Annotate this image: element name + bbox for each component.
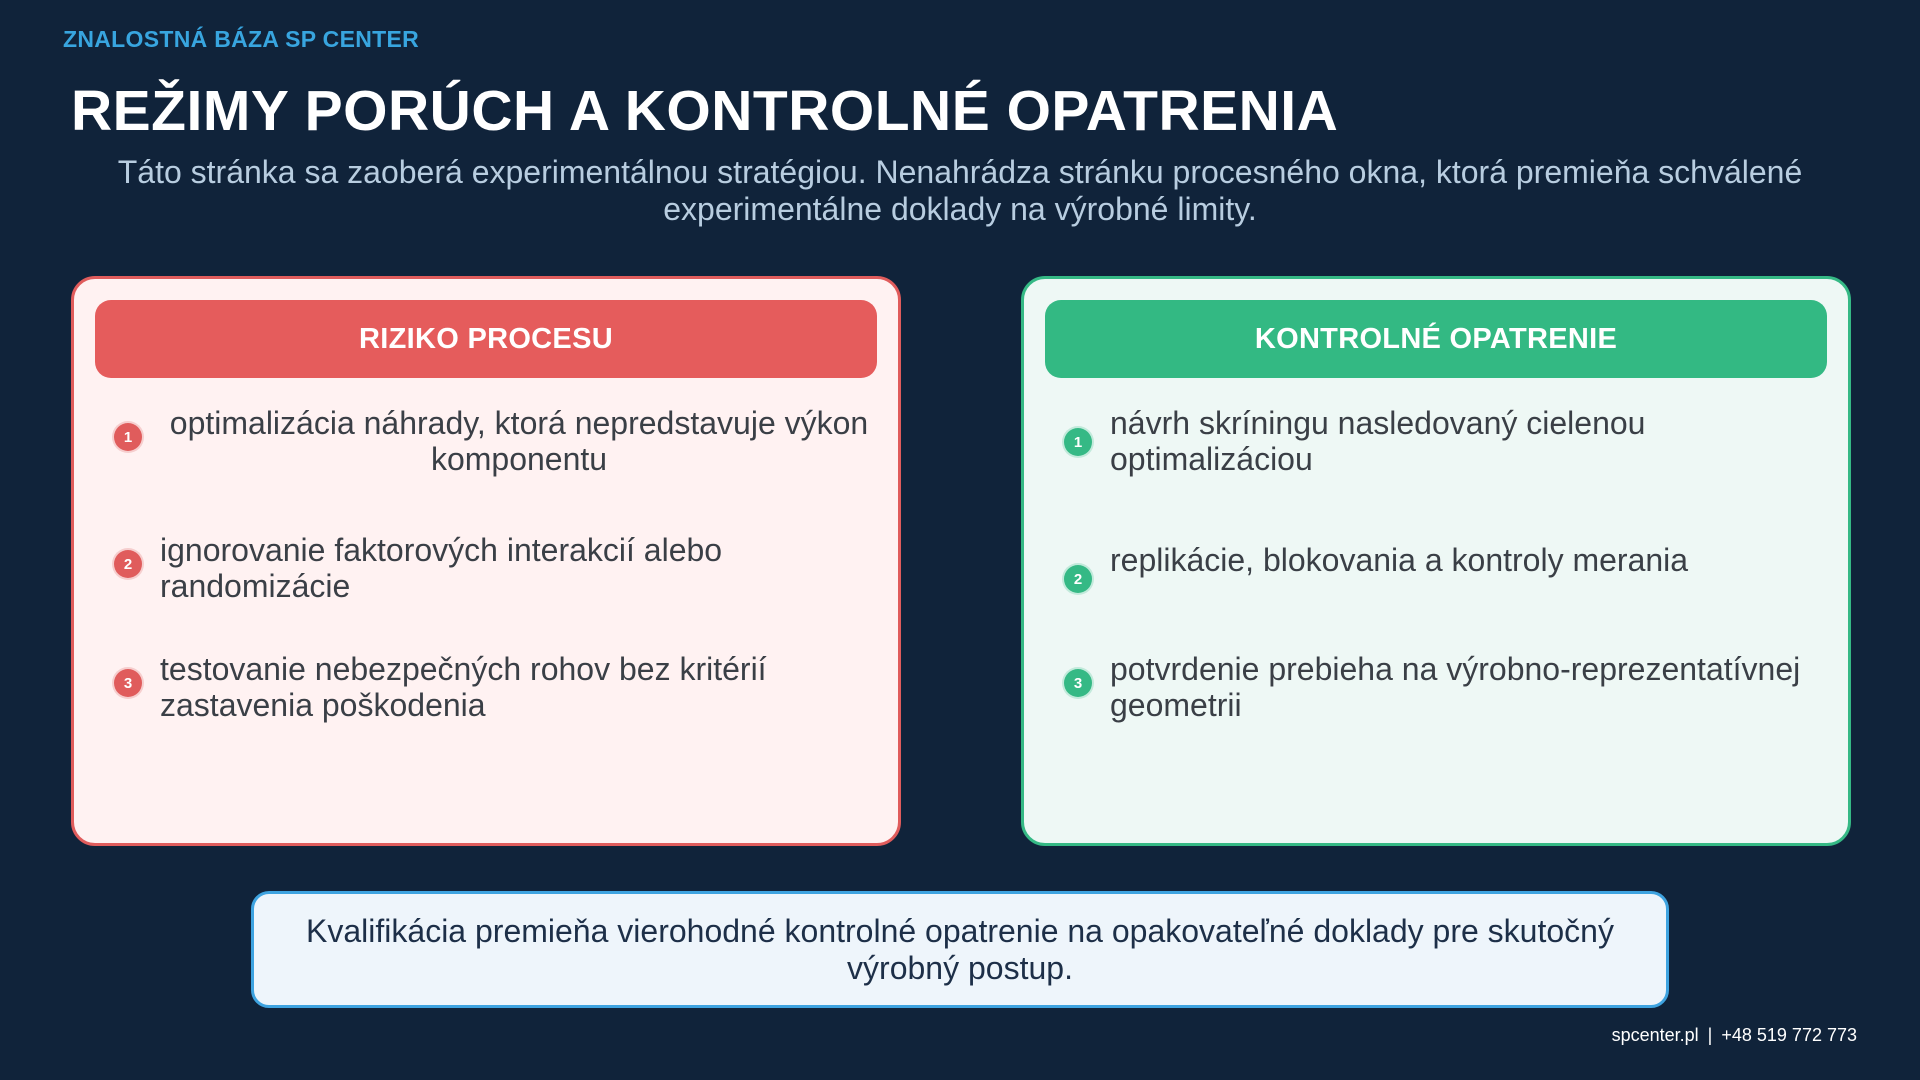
control-item-number-badge: 3 [1062,667,1094,699]
risk-card [71,276,901,846]
page-title: REŽIMY PORÚCH A KONTROLNÉ OPATRENIA [71,79,1339,143]
footer-contact [1612,1025,1857,1046]
control-item-text: návrh skríningu nasledovaný cielenou optimalizáciou [1110,405,1646,477]
risk-item-text: testovanie nebezpečných rohov bez kritérií zastavenia poškodenia [160,651,767,723]
control-item-number-badge: 2 [1062,563,1094,595]
risk-item-text: optimalizácia náhrady, ktorá nepredstavuje výkon komponentu [169,405,869,477]
summary-note-text: Kvalifikácia premieňa vierohodné kontrolné opatrenie na opakovateľné doklady pre skutočný výrobný postup. [306,912,1614,986]
footer-separator: | [1707,1025,1713,1045]
footer-phone: +48 519 772 773 [1721,1025,1857,1045]
risk-item-number-badge: 3 [112,667,144,699]
control-item-number-badge: 1 [1062,426,1094,458]
kicker-label: ZNALOSTNÁ BÁZA SP CENTER [63,26,420,52]
summary-note [251,891,1669,1008]
control-item-text: replikácie, blokovania a kontroly merania [1110,542,1689,578]
risk-item-text: ignorovanie faktorových interakcií alebo randomizácie [160,532,723,604]
risk-item-number-badge: 1 [112,421,144,453]
footer-website: spcenter.pl [1611,1025,1699,1045]
risk-card-header: RIZIKO PROCESU [95,300,877,378]
risk-item-number-badge: 2 [112,548,144,580]
control-card-header: KONTROLNÉ OPATRENIE [1045,300,1827,378]
control-item-text: potvrdenie prebieha na výrobno-reprezentatívnej geometrii [1110,651,1801,723]
page-subtitle: Táto stránka sa zaoberá experimentálnou stratégiou. Nenahrádza stránku procesného okna, ktorá premieňa schválené experimentálne doklady na výrobné limity. [117,154,1803,227]
control-card [1021,276,1851,846]
